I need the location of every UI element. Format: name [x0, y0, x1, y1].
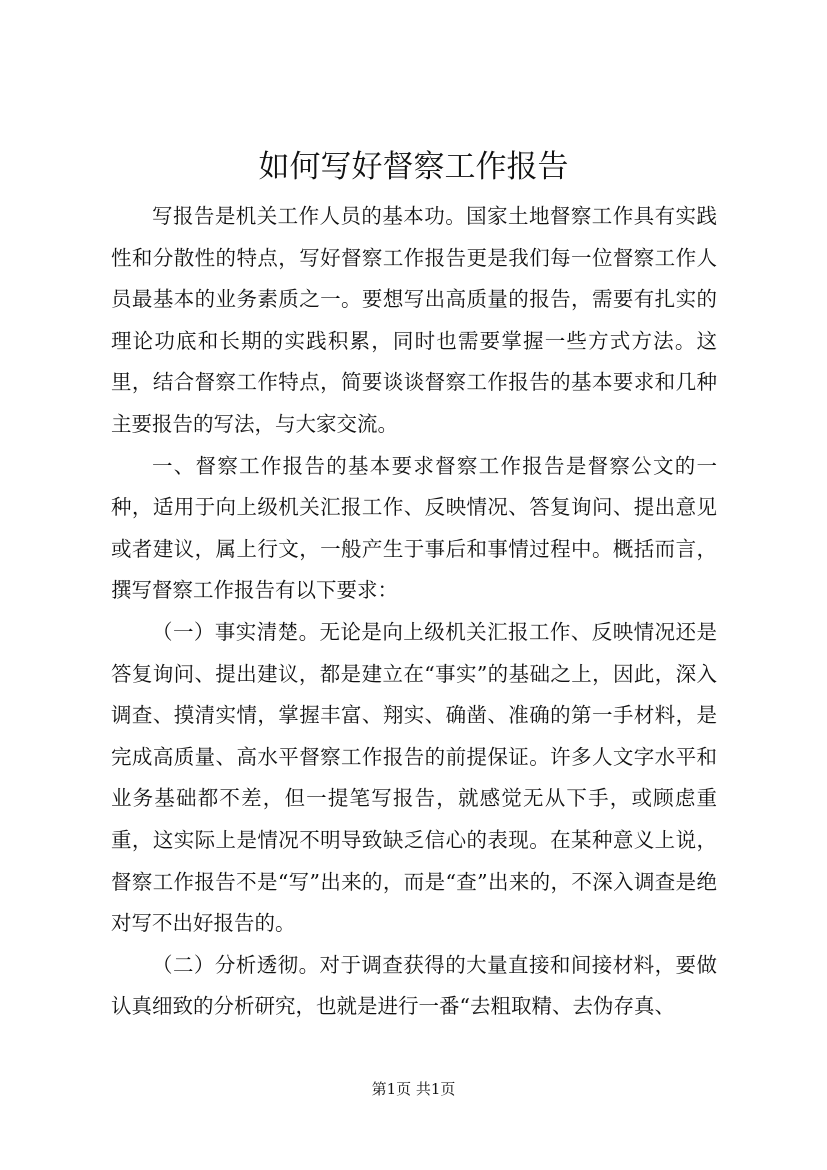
- paragraph-thorough-analysis: （二）分析透彻。对于调查获得的大量直接和间接材料，要做认真细致的分析研究，也就是进行一番“去粗取精、去伪存真、: [111, 952, 717, 1019]
- document-body: [111, 196, 717, 1028]
- paragraph-facts-clear: （一）事实清楚。无论是向上级机关汇报工作、反映情况还是答复询问、提出建议，都是建立在“事实”的基础之上，因此，深入调查、摸清实情，掌握丰富、翔实、确凿、准确的第一手材料，是完成高质量、高水平督察工作报告的前提保证。许多人文字水平和业务基础都不差，但一提笔写报告，就感觉无从下手，或顾虑重重，这实际上是情况不明导致缺乏信心的表现。在某种意义上说，督察工作报告不是“写”出来的，而是“查”出来的，不深入调查是绝对写不出好报告的。: [111, 619, 717, 936]
- paragraph-basic-requirements: 一、督察工作报告的基本要求督察工作报告是督察公文的一种，适用于向上级机关汇报工作、反映情况、答复询问、提出意见或者建议，属上行文，一般产生于事后和事情过程中。概括而言，撰写督察工作报告有以下要求：: [111, 453, 717, 603]
- paragraph-intro: 写报告是机关工作人员的基本功。国家土地督察工作具有实践性和分散性的特点，写好督察工作报告更是我们每一位督察工作人员最基本的业务素质之一。要想写出高质量的报告，需要有扎实的理论功底和长期的实践积累，同时也需要掌握一些方式方法。这里，结合督察工作特点，简要谈谈督察工作报告的基本要求和几种主要报告的写法，与大家交流。: [111, 204, 717, 436]
- document-title: 如何写好督察工作报告: [258, 149, 569, 185]
- page-footer: 第1页 共1页: [371, 1080, 456, 1098]
